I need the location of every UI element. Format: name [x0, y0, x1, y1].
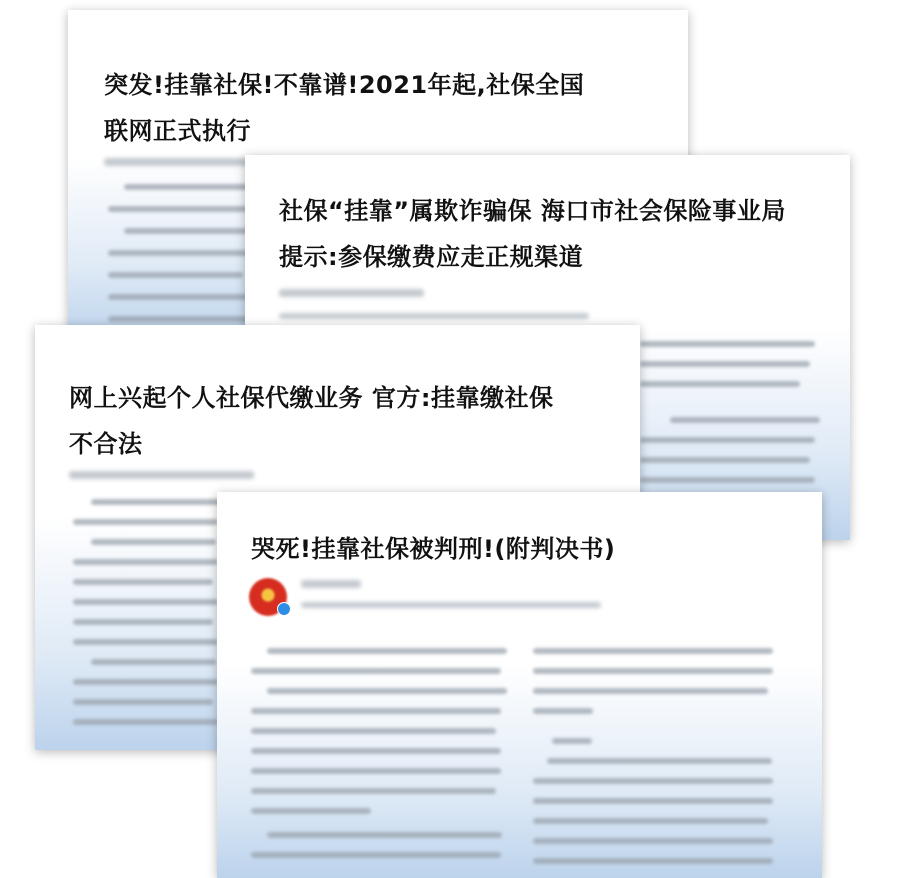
- article-title-1-line-2: 联网正式执行: [104, 117, 251, 145]
- article-title-3-line-1: 网上兴起个人社保代缴业务 官方:挂靠缴社保: [69, 384, 554, 412]
- article-card-4[interactable]: [217, 492, 822, 878]
- article-title-2-line-2: 提示:参保缴费应走正规渠道: [279, 243, 584, 271]
- article-title-1-line-1: 突发!挂靠社保!不靠谱!2021年起,社保全国: [104, 71, 585, 99]
- article-title-3-line-2: 不合法: [69, 430, 143, 458]
- article-title-3: [69, 375, 553, 467]
- article-title-1: [104, 62, 584, 154]
- article-title-2: [279, 188, 786, 280]
- article-title-4: [251, 529, 615, 569]
- article-title-2-line-1: 社保“挂靠”属欺诈骗保 海口市社会保险事业局: [279, 197, 786, 225]
- article-title-4-line-1: 哭死!挂靠社保被判刑!(附判决书): [251, 535, 616, 563]
